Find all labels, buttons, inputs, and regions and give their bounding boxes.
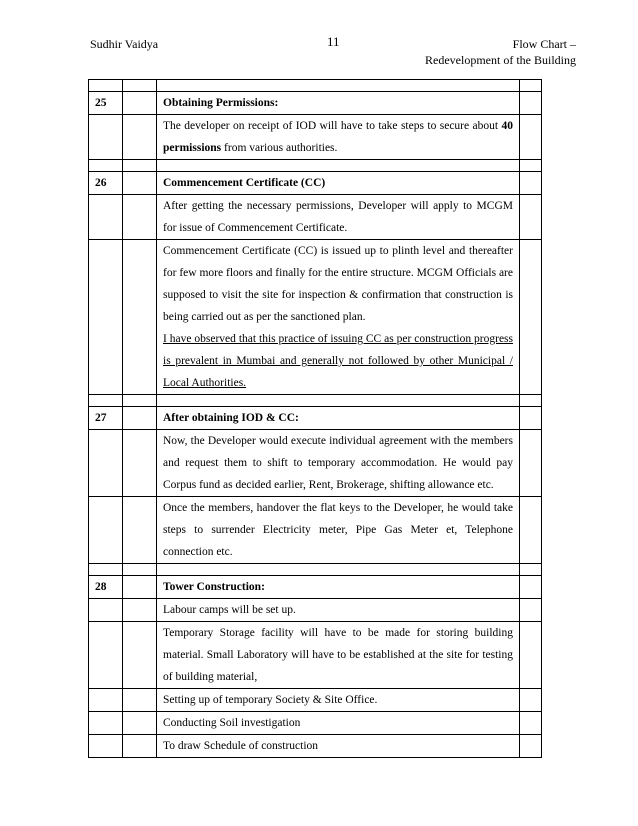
section-paragraph: After getting the necessary permissions, Developer will apply to MCGM for issue of Commencement Certificate. — [157, 195, 520, 240]
spacer-row — [89, 564, 542, 576]
section-28-item-row — [89, 599, 542, 622]
section-number: 28 — [89, 576, 123, 599]
section-paragraph: Commencement Certificate (CC) is issued up to plinth level and thereafter for few more floors and finally for the entire structure. MCGM Officials are supposed to visit the site for inspection & confirmation that construction is being carried out as per the sanctioned plan. I have observed that this practice of issuing CC as per construction progress is prevalent in Mumbai and generally not followed by other Municipal / Local Authorities. — [157, 240, 520, 395]
header-author: Sudhir Vaidya — [90, 37, 159, 51]
section-26-text-row — [89, 195, 542, 240]
section-28-title-row — [89, 576, 542, 599]
section-26-title-row — [89, 172, 542, 195]
permissions-count: 40 permissions — [163, 120, 513, 154]
page-number: 11 — [327, 34, 340, 49]
section-paragraph: Once the members, handover the flat keys to the Developer, he would take steps to surrender Electricity meter, Pipe Gas Meter et, Telephone connection etc. — [157, 497, 520, 564]
list-item: Temporary Storage facility will have to be made for storing building material. Small Laboratory will have to be established at the site for testing of building material, — [157, 622, 520, 689]
list-item: Labour camps will be set up. — [157, 599, 520, 622]
section-title: Commencement Certificate (CC) — [157, 172, 520, 195]
section-title: Obtaining Permissions: — [157, 92, 520, 115]
list-item: Setting up of temporary Society & Site Office. — [157, 689, 520, 712]
section-25-title-row — [89, 92, 542, 115]
header-title — [425, 36, 576, 68]
spacer-row — [89, 80, 542, 92]
section-28-item-row — [89, 735, 542, 758]
list-item: To draw Schedule of construction — [157, 735, 520, 758]
section-title: Tower Construction: — [157, 576, 520, 599]
header-title-line2: Redevelopment of the Building — [425, 53, 576, 67]
spacer-row — [89, 160, 542, 172]
spacer-row — [89, 395, 542, 407]
section-paragraph: Now, the Developer would execute individual agreement with the members and request them to shift to temporary accommodation. He would pay Corpus fund as decided earlier, Rent, Brokerage, shifting allowance etc. — [157, 430, 520, 497]
header-title-line1: Flow Chart – — [512, 37, 576, 51]
section-27-text-row — [89, 497, 542, 564]
list-item: Conducting Soil investigation — [157, 712, 520, 735]
section-paragraph: The developer on receipt of IOD will have to take steps to secure about 40 permissions from various authorities. — [157, 115, 520, 160]
flow-chart-table — [88, 79, 542, 758]
section-26-text-row — [89, 240, 542, 395]
section-27-text-row — [89, 430, 542, 497]
section-title: After obtaining IOD & CC: — [157, 407, 520, 430]
section-number: 26 — [89, 172, 123, 195]
underlined-note: I have observed that this practice of issuing CC as per construction progress is prevalent in Mumbai and generally not followed by other Municipal / Local Authorities. — [163, 333, 513, 389]
section-28-item-row — [89, 712, 542, 735]
section-25-text-row — [89, 115, 542, 160]
section-number: 25 — [89, 92, 123, 115]
section-28-item-row — [89, 689, 542, 712]
section-28-item-row — [89, 622, 542, 689]
section-27-title-row — [89, 407, 542, 430]
section-number: 27 — [89, 407, 123, 430]
